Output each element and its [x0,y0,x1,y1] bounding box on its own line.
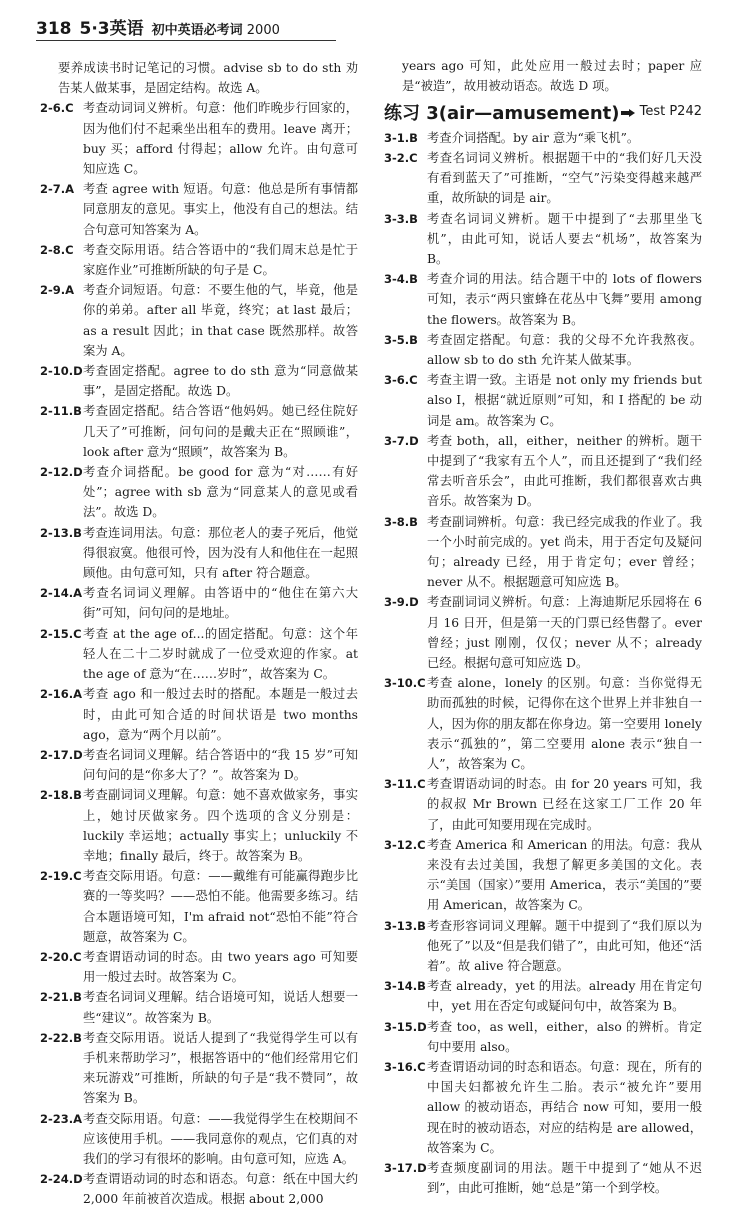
answer-entry [384,916,702,977]
answer-number: 2-23.A [40,1111,83,1126]
answer-explanation: 考查 at the age of...的固定搭配。句意：这个年轻人在二十二岁时就成了一位受欢迎的作家。at the age of 意为“在……岁时”，故答案为 C。 [83,626,358,682]
answer-explanation: 考查名词词义理解。由答语中的“他住在第六大街”可知，问句问的是地址。 [83,586,358,621]
answer-number: 2-24.D [40,1172,83,1187]
answer-number: 2-18.B [40,788,82,803]
answer-explanation: 考查副词词义理解。句意：她不喜欢做家务，事实上，她讨厌做家务。四个选项的含义分别是：luckily 幸运地；actually 事实上；unluckily 不幸地；finally 最后，终于。故答案为 B。 [83,788,358,863]
answer-explanation: 考查名词词义理解。结合语境可知，说话人想要一些“建议”。故答案为 B。 [83,990,358,1025]
answer-number: 2-16.A [40,687,83,702]
brand-logo: 5·3英语 [79,19,144,39]
answer-number: 2-6.C [40,101,74,116]
answer-explanation: 考查谓语动词的时态。由 for 20 years 可知，我的叔叔 Mr Brown 已经在这家工厂工作 20 年了，由此可知要用现在完成时。 [427,777,702,832]
answer-entry [384,512,702,593]
pointing-hand-icon [620,107,636,119]
answer-explanation: 考查介词短语。句意：不要生他的气，毕竟，他是你的弟弟。after all 毕竟，终究；at last 最后；as a result 因此；in that case 既然那样。故答案为 A。 [83,283,358,358]
answer-explanation: 考查介词搭配。be good for 意为“对……有好处”；agree with sb 意为“同意某人的意见或看法”。故选 D。 [83,465,358,520]
answer-number: 2-21.B [40,990,82,1005]
answer-explanation: 考查交际用语。句意：——我觉得学生在校期间不应该使用手机。——我同意你的观点，它们真的对我们的学习有很坏的影响。由句意可知，应选 A。 [83,1111,358,1166]
answer-explanation: 考查名词词义理解。结合答语中的“我 15 岁”可知问句问的是“你多大了？”。故答案为 D。 [83,747,358,783]
answer-explanation: 考查 already，yet 的用法。already 用在肯定句中，yet 用在否定句或疑问句中，故答案为 B。 [427,979,702,1014]
answer-number: 3-14.B [384,979,426,994]
answer-explanation: 考查介词的用法。结合题干中的 lots of flowers 可知，表示“两只蜜蜂在花丛中飞舞”要用 among the flowers。故答案为 B。 [427,272,702,327]
book-title [152,19,280,38]
answer-number: 3-17.D [384,1161,427,1176]
answer-number: 2-8.C [40,242,74,257]
answer-explanation: 考查 America 和 American 的用法。句意：我从来没有去过美国，我想了解更多美国的文化。表示“美国（国家）”要用 America，表示“美国的”要用 American，故答案为 C。 [427,837,702,913]
answer-number: 2-17.D [40,747,83,762]
answer-number: 3-6.C [384,373,418,388]
answer-entry [40,947,358,987]
answer-number: 3-7.D [384,433,419,448]
answer-number: 3-5.B [384,332,418,347]
answer-entry [40,987,358,1027]
answer-entry [40,523,358,584]
answer-number: 2-13.B [40,525,82,540]
answer-entry [40,1169,358,1209]
answer-explanation: 考查副词词义辨析。句意：上海迪斯尼乐园将在 6 月 16 日开，但是第一天的门票已经售罄了。ever 曾经；just 刚刚，仅仅；never 从不；already 已经。根据句意可知应选 D。 [427,595,702,670]
answer-entry [40,583,358,623]
answer-number: 3-11.C [384,777,426,792]
answer-explanation: 考查副词辨析。句意：我已经完成我的作业了。我一个小时前完成的。yet 尚未，用于否定句及疑问句；already 已经，用于肯定句；ever 曾经；never 从不。根据题意可知应选 B。 [427,514,702,590]
test-reference [620,102,702,122]
answer-number: 2-12.D [40,465,83,480]
answer-number: 3-2.C [384,150,418,165]
answer-explanation: 考查 both，all，either，neither 的辨析。题干中提到了“我家有五个人”，而且还提到了“我们经常去听音乐会”，由此可推断，我们都很喜欢古典音乐。故答案为 D。 [427,433,702,509]
right-intro-text: years ago 可知，此处应用一般过去时；paper 应是“被造”，故用被动语态。故选 D 项。 [402,59,702,94]
left-column [40,58,358,1210]
answer-number: 2-20.C [40,949,82,964]
answer-entry [384,269,702,330]
right-entries [384,128,702,1199]
answer-explanation: 考查形容词词义理解。题干中提到了“我们原以为他死了”以及“但是我们错了”，由此可知，他还“活着”。故 alive 符合题意。 [427,918,702,974]
answer-explanation: 考查 ago 和一般过去时的搭配。本题是一般过去时，由此可知合适的时间状语是 two months ago，意为“两个月以前”。 [83,687,358,742]
answer-entry [384,431,702,512]
answer-entry [40,866,358,947]
answer-entry [40,684,358,745]
answer-entry [384,1158,702,1198]
answer-entry [40,745,358,785]
page-number: 318 [36,19,72,39]
answer-entry [384,1057,702,1158]
answer-entry [40,361,358,401]
answer-entry [40,401,358,462]
answer-explanation: 考查名词词义辨析。根据题干中的“我们好几天没有看到蓝天了”可推断，“空气”污染变得越来越严重，故所缺的词是 air。 [427,150,702,206]
answer-entry [40,624,358,685]
answer-entry [40,280,358,361]
answer-entry [40,179,358,240]
answer-explanation: 考查交际用语。说话人提到了“我觉得学生可以有手机来帮助学习”，根据答语中的“他们经常用它们来玩游戏”可推断，所缺的句子是“我不赞同”，故答案为 B。 [83,1030,358,1106]
answer-entry [40,785,358,866]
answer-explanation: 考查动词词义辨析。句意：他们昨晚步行回家的，因为他们付不起乘坐出租车的费用。leave 离开；buy 买；afford 付得起；allow 允许。由句意可知应选 C。 [83,101,358,177]
answer-explanation: 考查固定搭配。句意：我的父母不允许我熬夜。allow sb to do sth 允许某人做某事。 [427,332,702,367]
right-column [384,56,702,1198]
answer-entry [40,98,358,179]
answer-number: 2-14.A [40,586,83,601]
answer-explanation: 考查谓语动词的时态和语态。句意：现在，所有的中国夫妇都被允许生二胎。表示“被允许”要用 allow 的被动语态，再结合 now 可知，要用一般现在时的被动语态，对应的结构是 are allowed，故答案为 C。 [427,1060,702,1155]
answer-number: 3-10.C [384,676,426,691]
answer-entry [40,1028,358,1109]
answer-number: 2-22.B [40,1030,82,1045]
answer-entry [40,462,358,523]
answer-explanation: 考查交际用语。结合答语中的“我们周末总是忙于家庭作业”可推断所缺的句子是 C。 [83,242,358,278]
answer-explanation: 考查频度副词的用法。题干中提到了“她从不迟到”，由此可推断，她“总是”第一个到学校。 [427,1161,702,1196]
header-rule [36,40,336,41]
answer-entry [384,835,702,916]
answer-explanation: 考查谓语动词的时态。由 two years ago 可知要用一般过去时。故答案为 C。 [83,949,358,985]
answer-explanation: 考查连词用法。句意：那位老人的妻子死后，他觉得很寂寞。他很可怜，因为没有人和他住在一起照顾他。由句意可知，只有 after 符合题意。 [83,525,358,581]
section-heading [384,102,702,123]
answer-number: 3-1.B [384,130,418,145]
answer-number: 3-9.D [384,595,419,610]
answer-number: 2-7.A [40,182,75,197]
answer-number: 2-11.B [40,404,82,419]
answer-number: 3-16.C [384,1060,426,1075]
book-title-main: 初中英语必考词 [151,23,243,38]
answer-explanation: 考查 too，as well，either，also 的辨析。肯定句中要用 also。 [427,1019,702,1054]
answer-entry [384,370,702,431]
answer-entry [384,209,702,270]
answer-number: 2-15.C [40,626,82,641]
section-title: 练习 3(air—amusement) [384,102,620,124]
answer-explanation: 要养成读书时记笔记的习惯。advise sb to do sth 劝告某人做某事，是固定结构。故选 A。 [58,61,358,96]
answer-entry [384,128,702,148]
answer-number: 2-9.A [40,283,75,298]
answer-number: 3-12.C [384,837,426,852]
answer-explanation: 考查谓语动词的时态和语态。句意：纸在中国大约 2,000 年前被首次造成。根据 about 2,000 [83,1172,358,1207]
answer-explanation: 考查 alone，lonely 的区别。句意：当你觉得无助而孤独的时候，记得你在这个世界上并非独自一人，因为你的朋友都在你身边。第一空要用 lonely 表示“孤独的”，第二空要用 alone 表示“独自一人”，故答案为 C。 [427,676,702,771]
answer-entry [40,240,358,280]
test-page-label: Test P242 [639,104,702,120]
answer-entry [384,673,702,774]
answer-explanation: 考查交际用语。句意：——戴维有可能赢得跑步比赛的一等奖吗？——恐怕不能。他需要多练习。结合本题语境可知，I'm afraid not“恐怕不能”符合题意，故答案为 C。 [83,869,358,944]
answer-number: 2-10.D [40,364,83,379]
answer-explanation: 考查名词词义辨析。题干中提到了“去那里坐飞机”，由此可知，说话人要去“机场”，故答案为 B。 [427,211,702,266]
answer-number: 3-4.B [384,272,418,287]
answer-explanation: 考查主谓一致。主语是 not only my friends but also I，根据“就近原则”可知，和 I 搭配的 be 动词是 am。故答案为 C。 [427,373,702,428]
answer-explanation: 考查 agree with 短语。句意：他总是所有事情都同意朋友的意见。事实上，他没有自己的想法。结合句意可知答案为 A。 [83,182,358,237]
answer-number: 3-13.B [384,918,426,933]
answer-entry [384,330,702,370]
answer-entry [40,58,358,98]
answer-entry [384,1017,702,1057]
answer-entry [40,1109,358,1170]
answer-explanation: 考查介词搭配。by air 意为“乘飞机”。 [427,130,640,145]
answer-explanation: 考查固定搭配。结合答语“他妈妈。她已经住院好几天了”可推断，问句问的是戴夫正在“照顾谁”，look after 意为“照顾”，故答案为 B。 [83,404,358,459]
answer-number: 2-19.C [40,869,82,884]
answer-entry [384,592,702,673]
book-title-number: 2000 [246,23,280,38]
answer-explanation: 考查固定搭配。agree to do sth 意为“同意做某事”，是固定搭配。故选 D。 [83,364,358,399]
answer-entry [384,148,702,209]
answer-number: 3-8.B [384,514,418,529]
answer-number: 3-3.B [384,211,418,226]
answer-number: 3-15.D [384,1019,427,1034]
answer-entry [384,774,702,835]
answer-entry [384,976,702,1016]
